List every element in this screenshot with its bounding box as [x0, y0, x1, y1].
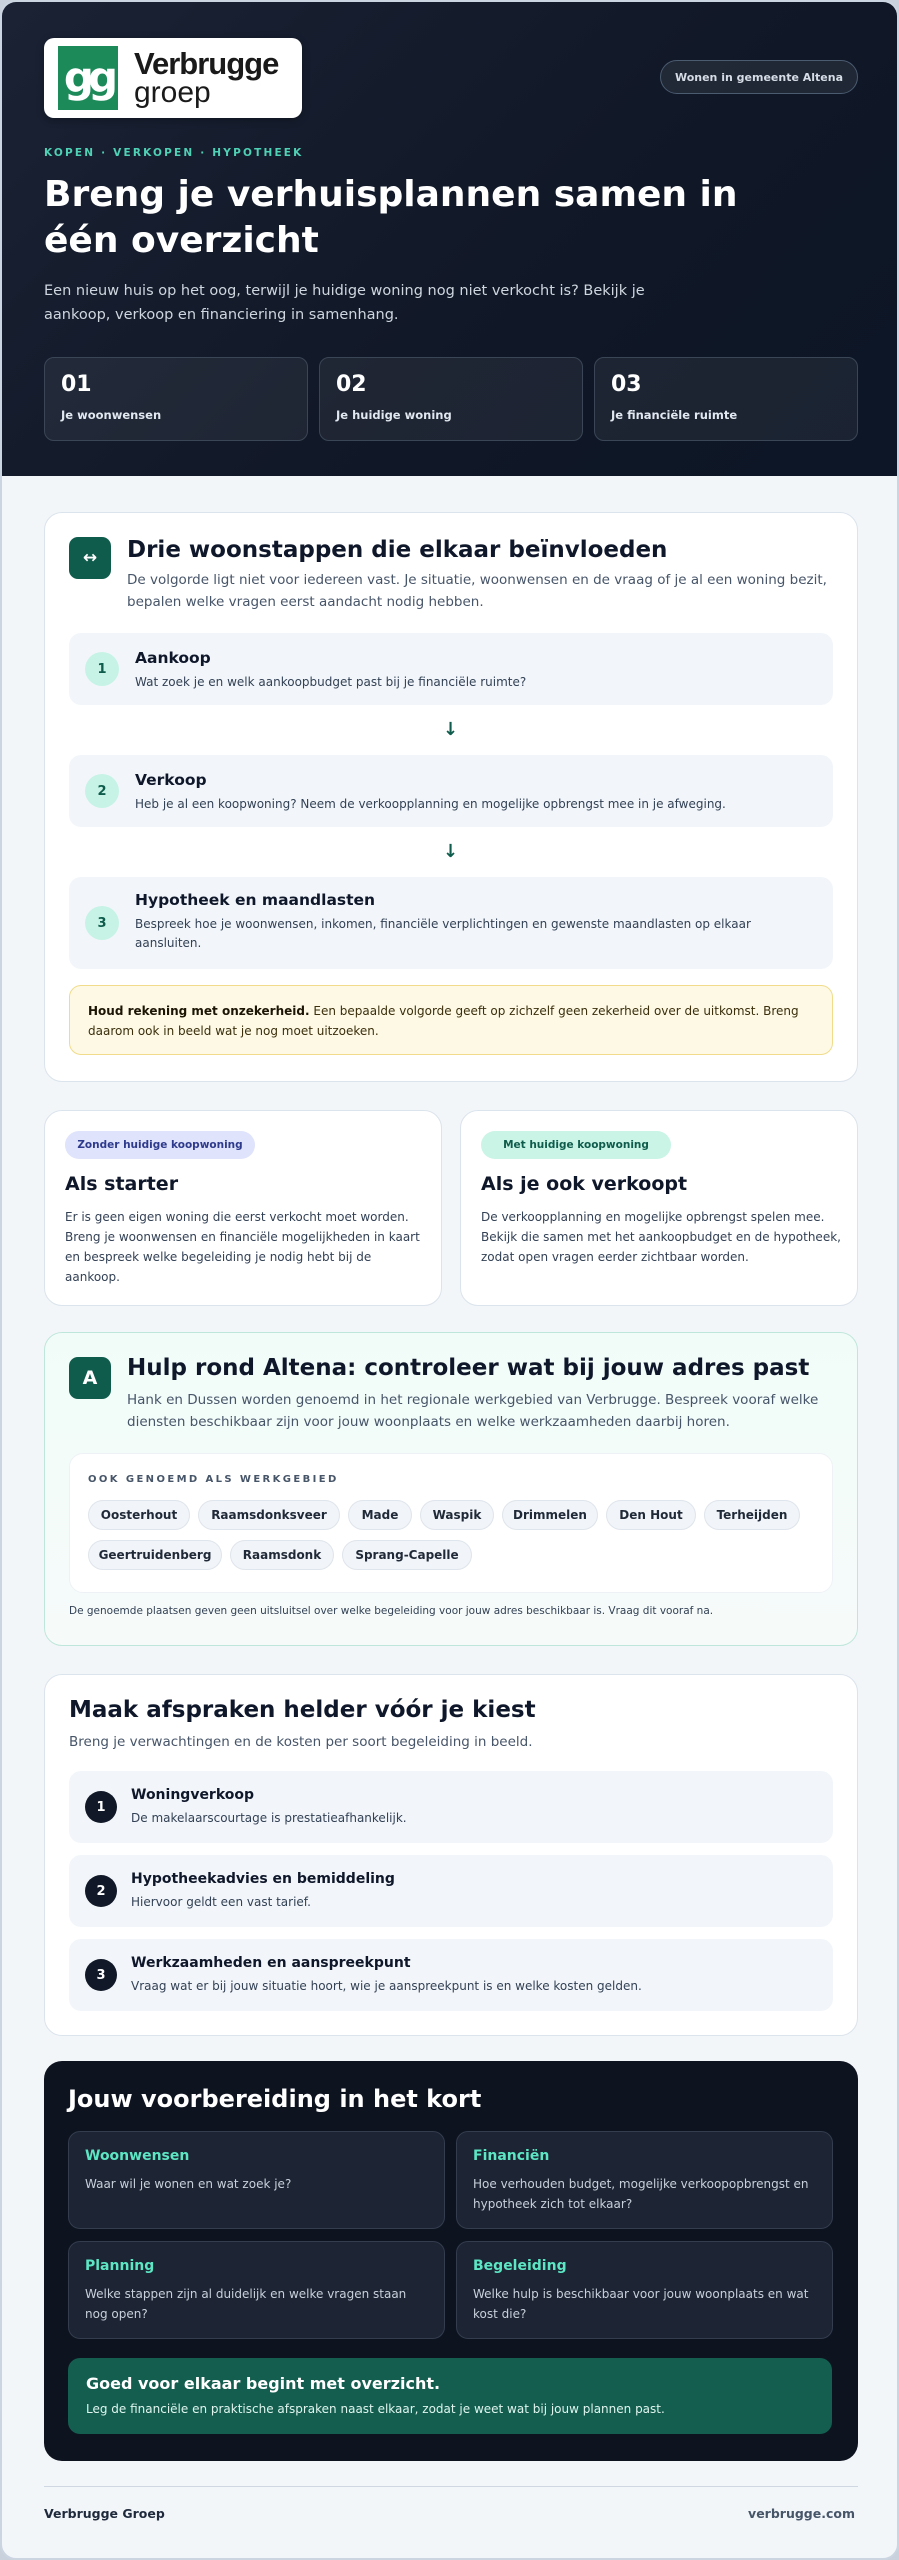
- agreement-item-woningverkoop: [69, 1771, 833, 1843]
- agreements-subtitle: Breng je verwachtingen en de kosten per soort begeleiding in beeld.: [69, 1734, 533, 1750]
- logo-name-line2: groep: [134, 76, 211, 109]
- summary-tile-woonwensen: [68, 2131, 445, 2229]
- step-number-badge: 1: [85, 652, 119, 686]
- cta-text: Leg de financiële en praktische afspraken naast elkaar, zodat je weet wat bij jouw plannen past.: [86, 2402, 665, 2416]
- situation-pill: Zonder huidige koopwoning: [65, 1131, 255, 1159]
- summary-tile-text: Hoe verhouden budget, mogelijke verkoopopbrengst en hypotheek zich tot elkaar?: [473, 2177, 809, 2211]
- agreement-number-badge: 1: [85, 1791, 117, 1823]
- summary-tile-planning: [68, 2241, 445, 2339]
- altena-subtitle: Hank en Dussen worden genoemd in het regionale werkgebied van Verbrugge. Bespreek vooraf welke diensten beschikbaar zijn voor jouw woonplaats en welke werkzaamheden daarbij horen.: [127, 1392, 819, 1430]
- step-text: Wat zoek je en welk aankoopbudget past bij je financiële ruimte?: [135, 675, 527, 689]
- summary-tile-text: Welke hulp is beschikbaar voor jouw woonplaats en wat kost die?: [473, 2287, 809, 2321]
- stat-card-huidige-woning: [319, 357, 583, 441]
- step-number-badge: 3: [85, 906, 119, 940]
- summary-tile-text: Waar wil je wonen en wat zoek je?: [85, 2177, 292, 2191]
- situation-title: Als je ook verkoopt: [481, 1173, 688, 1195]
- steps-title: Drie woonstappen die elkaar beïnvloeden: [127, 537, 668, 563]
- agreements-title: Maak afspraken helder vóór je kiest: [69, 1697, 536, 1723]
- agreement-text: De makelaarscourtage is prestatieafhankelijk.: [131, 1811, 407, 1825]
- summary-card: [44, 2061, 858, 2461]
- altena-card: [44, 1332, 858, 1646]
- stat-card-woonwensen: [44, 357, 308, 441]
- altena-disclaimer: De genoemde plaatsen geven geen uitsluitsel over welke begeleiding voor jouw adres beschikbaar is. Vraag dit vooraf na.: [69, 1605, 714, 1617]
- agreement-item-werkzaamheden: [69, 1939, 833, 2011]
- stat-label: Je financiële ruimte: [611, 408, 738, 422]
- step-text: Bespreek hoe je woonwensen, inkomen, financiële verplichtingen en gewenste maandlasten op elkaar aansluiten.: [135, 917, 751, 950]
- summary-tile-text: Welke stappen zijn al duidelijk en welke vragen staan nog open?: [85, 2287, 407, 2321]
- places-label: OOK GENOEMD ALS WERKGEBIED: [88, 1474, 339, 1485]
- arrow-down-icon: ↓: [443, 841, 459, 862]
- agreement-text: Hiervoor geldt een vast tarief.: [131, 1895, 311, 1909]
- situation-text: Er is geen eigen woning die eerst verkocht moet worden. Breng je woonwensen en financiële mogelijkheden in kaart en bespreek welke begeleiding je nodig hebt bij de aankoop.: [65, 1210, 420, 1284]
- note-bold: Houd rekening met onzekerheid.: [88, 1004, 310, 1018]
- agreement-title: Hypotheekadvies en bemiddeling: [131, 1871, 395, 1887]
- company-logo[interactable]: [44, 38, 302, 118]
- steps-subtitle: De volgorde ligt niet voor iedereen vast. Je situatie, woonwensen en de vraag of je al een woning bezit, bepalen welke vragen eerst aandacht nodig hebben.: [127, 572, 827, 610]
- step-title: Verkoop: [135, 771, 207, 789]
- place-chip[interactable]: Den Hout: [606, 1500, 696, 1530]
- step-title: Aankoop: [135, 649, 211, 667]
- stat-card-financiele-ruimte: [594, 357, 858, 441]
- summary-tile-title: Begeleiding: [473, 2258, 567, 2274]
- arrow-down-icon: ↓: [443, 719, 459, 740]
- footer-website-link[interactable]: verbrugge.com: [748, 2506, 855, 2521]
- place-chip[interactable]: Waspik: [420, 1500, 494, 1530]
- place-chip[interactable]: Raamsdonksveer: [198, 1500, 340, 1530]
- situation-title: Als starter: [65, 1173, 179, 1195]
- agreement-item-hypotheekadvies: [69, 1855, 833, 1927]
- stat-number: 03: [611, 372, 642, 397]
- region-badge[interactable]: Wonen in gemeente Altena: [660, 60, 858, 94]
- logo-mark-icon: [58, 46, 118, 110]
- agreement-number-badge: 3: [85, 1959, 117, 1991]
- stat-label: Je woonwensen: [61, 408, 162, 422]
- place-chip[interactable]: Geertruidenberg: [88, 1540, 222, 1570]
- logo-mark-text: gg: [63, 53, 113, 102]
- stat-number: 01: [61, 372, 92, 397]
- summary-cta: [68, 2358, 832, 2434]
- summary-tile-financien: [456, 2131, 833, 2229]
- step-title: Hypotheek en maandlasten: [135, 891, 376, 909]
- summary-tile-title: Financiën: [473, 2148, 550, 2164]
- step-aankoop: [69, 633, 833, 705]
- summary-tile-begeleiding: [456, 2241, 833, 2339]
- step-hypotheek: [69, 877, 833, 969]
- place-chip[interactable]: Raamsdonk: [230, 1540, 334, 1570]
- place-chip[interactable]: Drimmelen: [502, 1500, 598, 1530]
- starter-card: [44, 1110, 442, 1306]
- stat-label: Je huidige woning: [336, 408, 452, 422]
- hero-title: Breng je verhuisplannen samen in één overzicht: [44, 174, 738, 261]
- place-chip[interactable]: Made: [348, 1500, 412, 1530]
- summary-title: Jouw voorbereiding in het kort: [68, 2085, 482, 2113]
- footer-divider: [44, 2486, 858, 2487]
- seller-card: [460, 1110, 858, 1306]
- swap-arrows-icon: ↔: [69, 537, 111, 579]
- note-text: Een bepaalde volgorde geeft op zichzelf geen zekerheid over de uitkomst. Breng daarom ook in beeld wat je nog moet uitzoeken.: [88, 1004, 799, 1038]
- hero-subtitle: Een nieuw huis op het oog, terwijl je huidige woning nog niet verkocht is? Bekijk je aankoop, verkoop en financiering in samenhang.: [44, 283, 645, 323]
- hero-eyebrow: KOPEN · VERKOPEN · HYPOTHEEK: [44, 147, 304, 159]
- hero-section: [2, 2, 897, 476]
- altena-letter-icon: A: [69, 1357, 111, 1399]
- step-verkoop: [69, 755, 833, 827]
- steps-card: [44, 512, 858, 1082]
- stat-number: 02: [336, 372, 367, 397]
- uncertainty-note: [69, 985, 833, 1055]
- place-chip[interactable]: Terheijden: [704, 1500, 800, 1530]
- step-number-badge: 2: [85, 774, 119, 808]
- agreement-title: Werkzaamheden en aanspreekpunt: [131, 1955, 411, 1971]
- agreement-text: Vraag wat er bij jouw situatie hoort, wie je aanspreekpunt is en welke kosten gelden.: [131, 1979, 642, 1993]
- place-chip[interactable]: Oosterhout: [88, 1500, 190, 1530]
- agreement-title: Woningverkoop: [131, 1787, 255, 1803]
- agreements-card: [44, 1674, 858, 2036]
- places-box: [69, 1453, 833, 1593]
- logo-name-line1: Verbrugge: [134, 46, 279, 81]
- summary-tile-title: Woonwensen: [85, 2148, 190, 2164]
- footer-company-name: Verbrugge Groep: [44, 2506, 165, 2521]
- altena-title: Hulp rond Altena: controleer wat bij jouw adres past: [127, 1355, 810, 1381]
- cta-title: Goed voor elkaar begint met overzicht.: [86, 2374, 441, 2393]
- summary-tile-title: Planning: [85, 2258, 155, 2274]
- situation-text: De verkoopplanning en mogelijke opbrengst spelen mee. Bekijk die samen met het aankoopbudget en de hypotheek, zodat open vragen eerder zichtbaar worden.: [481, 1210, 841, 1264]
- situation-pill: Met huidige koopwoning: [481, 1131, 671, 1159]
- step-text: Heb je al een koopwoning? Neem de verkoopplanning en mogelijke opbrengst mee in je afweging.: [135, 797, 726, 811]
- agreement-number-badge: 2: [85, 1875, 117, 1907]
- place-chip[interactable]: Sprang-Capelle: [342, 1540, 472, 1570]
